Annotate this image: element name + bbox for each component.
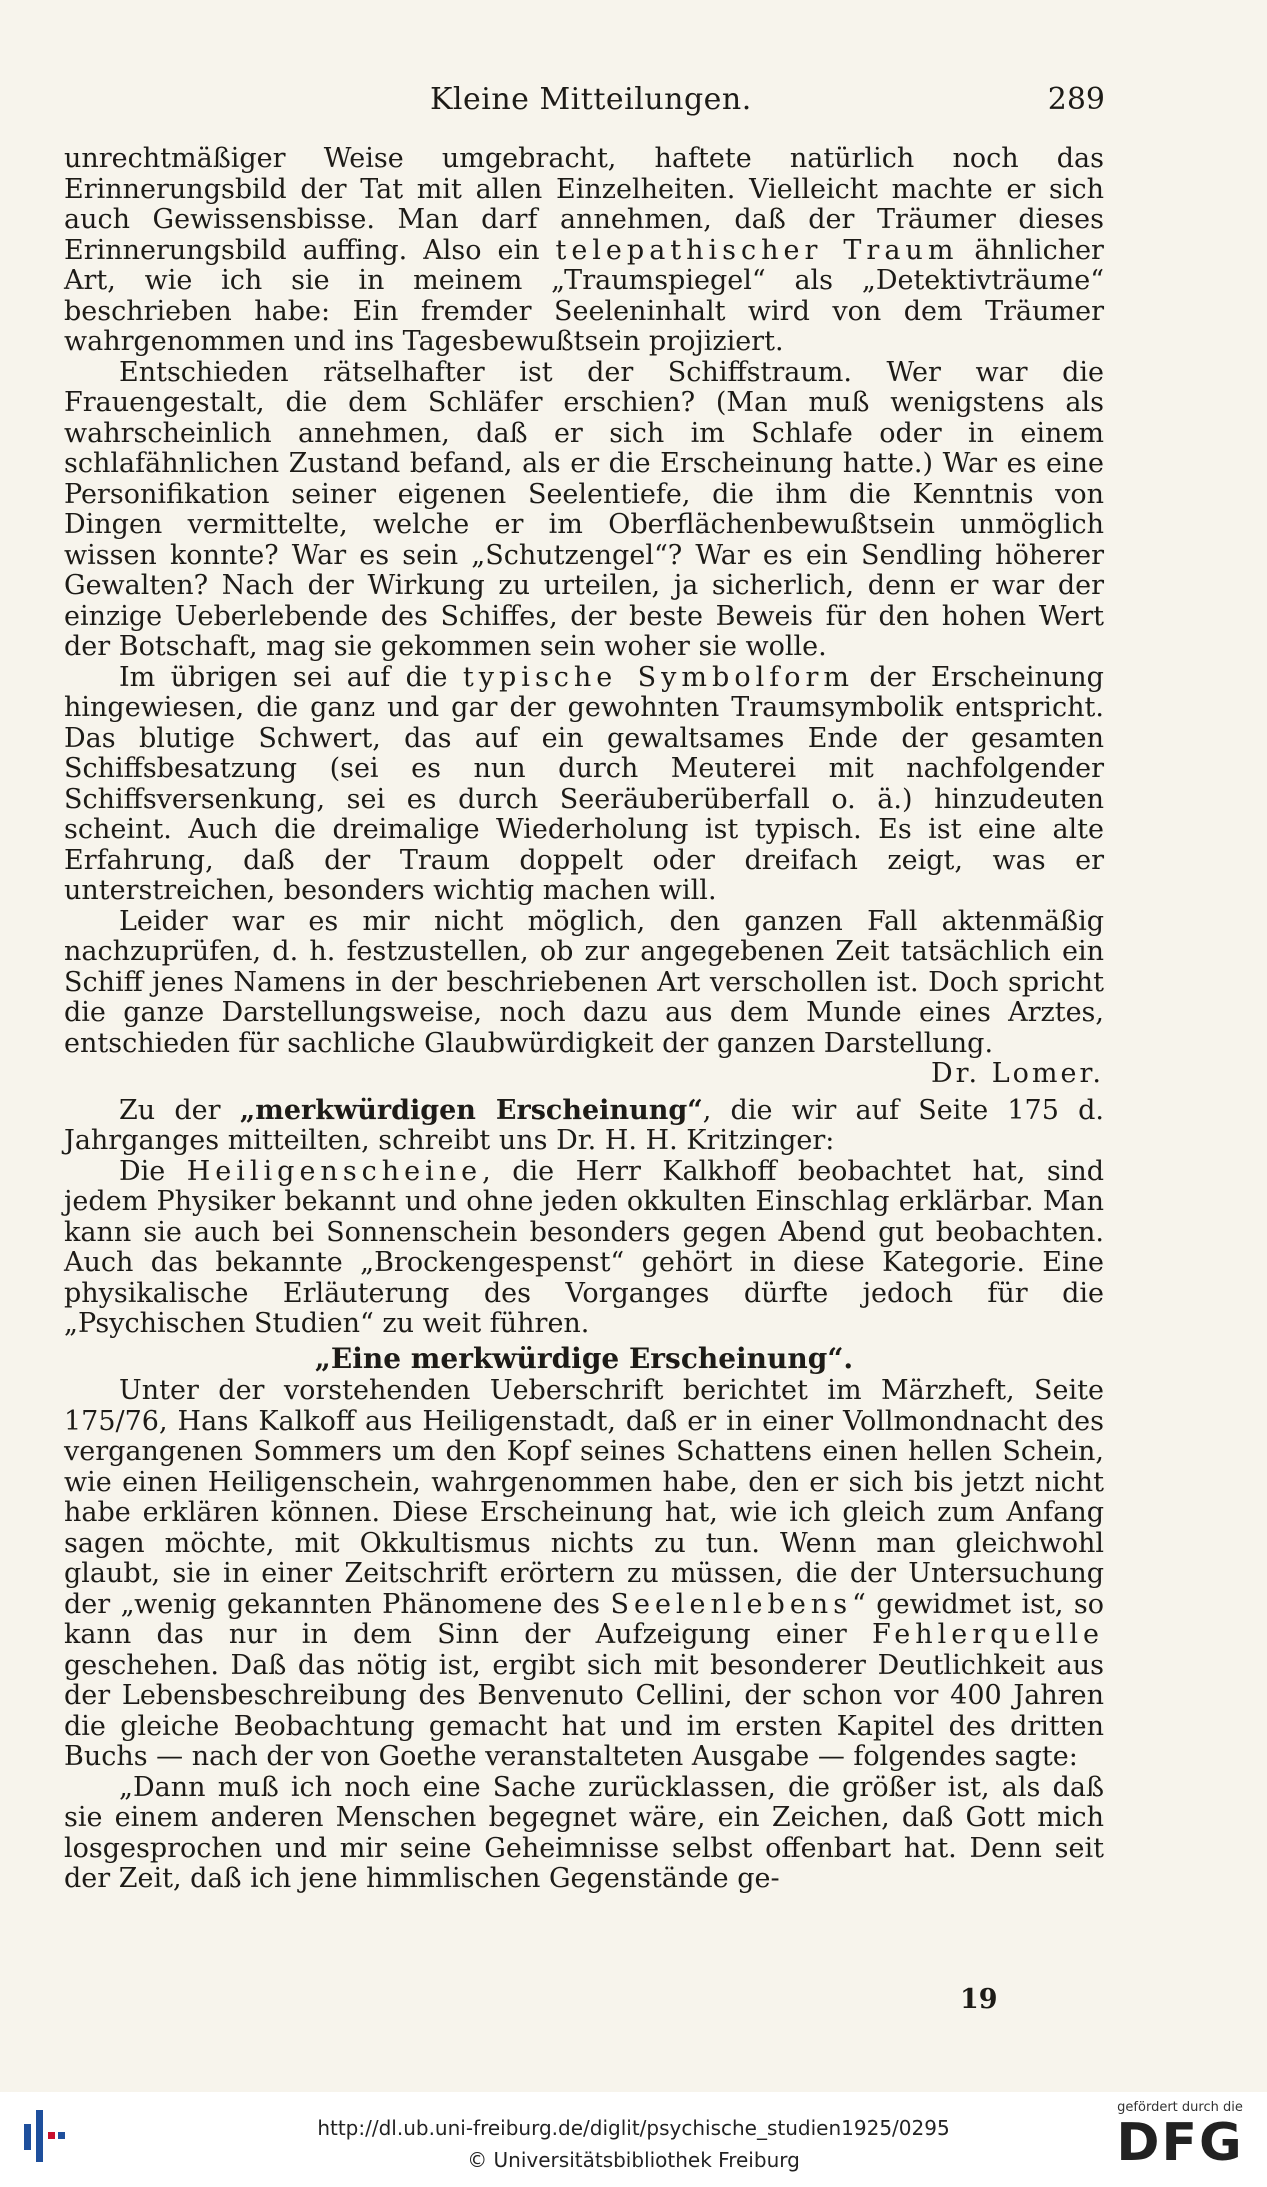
paragraph-6: Die Heiligenscheine, die Herr Kalkhoff beobachtet hat, sind jedem Physiker bekannt und ohne jeden okkulten Einschlag erklärbar. Man kann sie auch bei Sonnenschein besonders gegen Abend gut beobachten. Auch das bekannte „Brockengespenst“ gehört in diese Kategorie. Eine physikalische Erläuterung des Vorganges dürfte jedoch für die „Psychischen Studien“ zu weit führen. (64, 1155, 1104, 1339)
viewer-footer-bar (0, 2092, 1267, 2187)
article-body (64, 144, 1104, 1895)
permalink-url[interactable]: http://dl.ub.uni-freiburg.de/diglit/psychische_studien1925/0295 (317, 2116, 950, 2140)
emphasis-heiligenscheine: Heiligenscheine (186, 1155, 483, 1187)
bold-reference: „merkwürdigen Erscheinung“ (239, 1094, 703, 1126)
paragraph-5: Zu der „merkwürdigen Erscheinung“, die wir auf Seite 175 d. Jahrganges mitteilten, schreibt uns Dr. H. H. Kritzinger: (64, 1094, 1104, 1156)
emphasis-fehlerquelle: Fehlerquelle (871, 1619, 1104, 1650)
paragraph-2: Entschieden rätselhafter ist der Schiffstraum. Wer war die Frauengestalt, die dem Schläfer erschien? (Man muß wenigstens als wahrscheinlich annehmen, daß er sich im Schlafe oder in einem schlafähnlichen Zustand befand, als er die Erscheinung hatte.) War es eine Personifikation seiner eigenen Seelentiefe, die ihm die Kenntnis von Dingen vermittelte, welche er im Oberflächenbewußtsein unmöglich wissen konnte? War es sein „Schutzengel“? War es ein Sendling höherer Gewalten? Nach der Wirkung zu urteilen, ja sicherlich, denn er war der einzige Ueberlebende des Schiffes, der beste Beweis für den hohen Wert der Botschaft, mag sie gekommen sein woher sie wolle. (64, 356, 1104, 662)
dfg-logo (1105, 2100, 1255, 2180)
emphasis-telepathischer-traum: telepathischer Traum (555, 234, 959, 266)
paragraph-7: Unter der vorstehenden Ueberschrift berichtet im Märzheft, Seite 175/76, Hans Kalkoff aus Heiligenstadt, daß er in einer Vollmondnacht des vergangenen Sommers um den Kopf seines Schattens einen hellen Schein, wie einen Heiligenschein, wahrgenommen habe, den er sich bis jetzt nicht habe erklären können. Diese Erscheinung hat, wie ich gleich zum Anfang sagen möchte, mit Okkultismus nichts zu tun. Wenn man gleichwohl glaubt, sie in einer Zeitschrift erörtern zu müssen, die der Untersuchung der „wenig gekannten Phänomene des Seelenlebens“ gewidmet ist, so kann das nur in dem Sinn der Aufzeigung einer Fehlerquelle geschehen. Daß das nötig ist, ergibt sich mit besonderer Deutlichkeit aus der Lebensbeschreibung des Benvenuto Cellini, der schon vor 400 Jahren die gleiche Beobachtung gemacht hat und im ersten Kapitel des dritten Buchs — nach der von Goethe veranstalteten Ausgabe — folgendes sagte: (64, 1375, 1104, 1772)
running-title: Kleine Mitteilungen. (430, 82, 752, 117)
emphasis-seelenlebens: Seelenlebens (610, 1588, 853, 1620)
page-number: 289 (1047, 82, 1105, 117)
emphasis-typische-symbolform: typische Symbolform (462, 661, 854, 693)
paragraph-4: Leider war es mir nicht möglich, den ganzen Fall aktenmäßig nachzuprüfen, d. h. festzustellen, ob zur angegebenen Zeit tatsächlich ein Schiff jenes Namens in der beschriebenen Art verschollen ist. Doch spricht die ganze Darstellungsweise, noch dazu aus dem Munde eines Arztes, entschieden für sachliche Glaubwürdigkeit der ganzen Darstellung. Dr. Lomer. (64, 905, 1104, 1089)
dfg-wordmark: DFG (1116, 2113, 1244, 2173)
paragraph-3: Im übrigen sei auf die typische Symbolform der Erscheinung hingewiesen, die ganz und gar der gewohnten Traumsymbolik entspricht. Das blutige Schwert, das auf ein gewaltsames Ende der gesamten Schiffsbesatzung (sei es nun durch Meuterei mit nachfolgender Schiffsversenkung, sei es durch Seeräuberüberfall o. ä.) hinzudeuten scheint. Auch die dreimalige Wiederholung ist typisch. Es ist eine alte Erfahrung, daß der Traum doppelt oder dreifach zeigt, was er unterstreichen, besonders wichtig machen will. (64, 661, 1104, 906)
dfg-caption: gefördert durch die (1117, 2100, 1243, 2115)
author-signature: Dr. Lomer. (930, 1058, 1104, 1089)
signature-mark: 19 (960, 1984, 998, 2015)
paragraph-1: unrechtmäßiger Weise umgebracht, haftete natürlich noch das Erinnerungsbild der Tat mit allen Einzelheiten. Vielleicht machte er sich auch Gewissensbisse. Man darf annehmen, daß der Träumer dieses Erinnerungsbild auffing. Also ein telepathischer Traum ähnlicher Art, wie ich sie in meinem „Traumspiegel“ als „Detektivträume“ beschrieben habe: Ein fremder Seeleninhalt wird von dem Träumer wahrgenommen und ins Tagesbewußtsein projiziert. (64, 143, 1104, 357)
copyright-notice: © Universitätsbibliothek Freiburg (467, 2148, 800, 2172)
section-heading: „Eine merkwürdige Erscheinung“. (314, 1341, 854, 1375)
paragraph-8-quote: „Dann muß ich noch eine Sache zurücklassen, die größer ist, als daß sie einem anderen Menschen begegnet wäre, ein Zeichen, daß Gott mich losgesprochen und mir seine Geheimnisse selbst offenbart hat. Denn seit der Zeit, daß ich jene himmlischen Gegenstände ge- (64, 1771, 1104, 1894)
running-header (60, 82, 1105, 126)
